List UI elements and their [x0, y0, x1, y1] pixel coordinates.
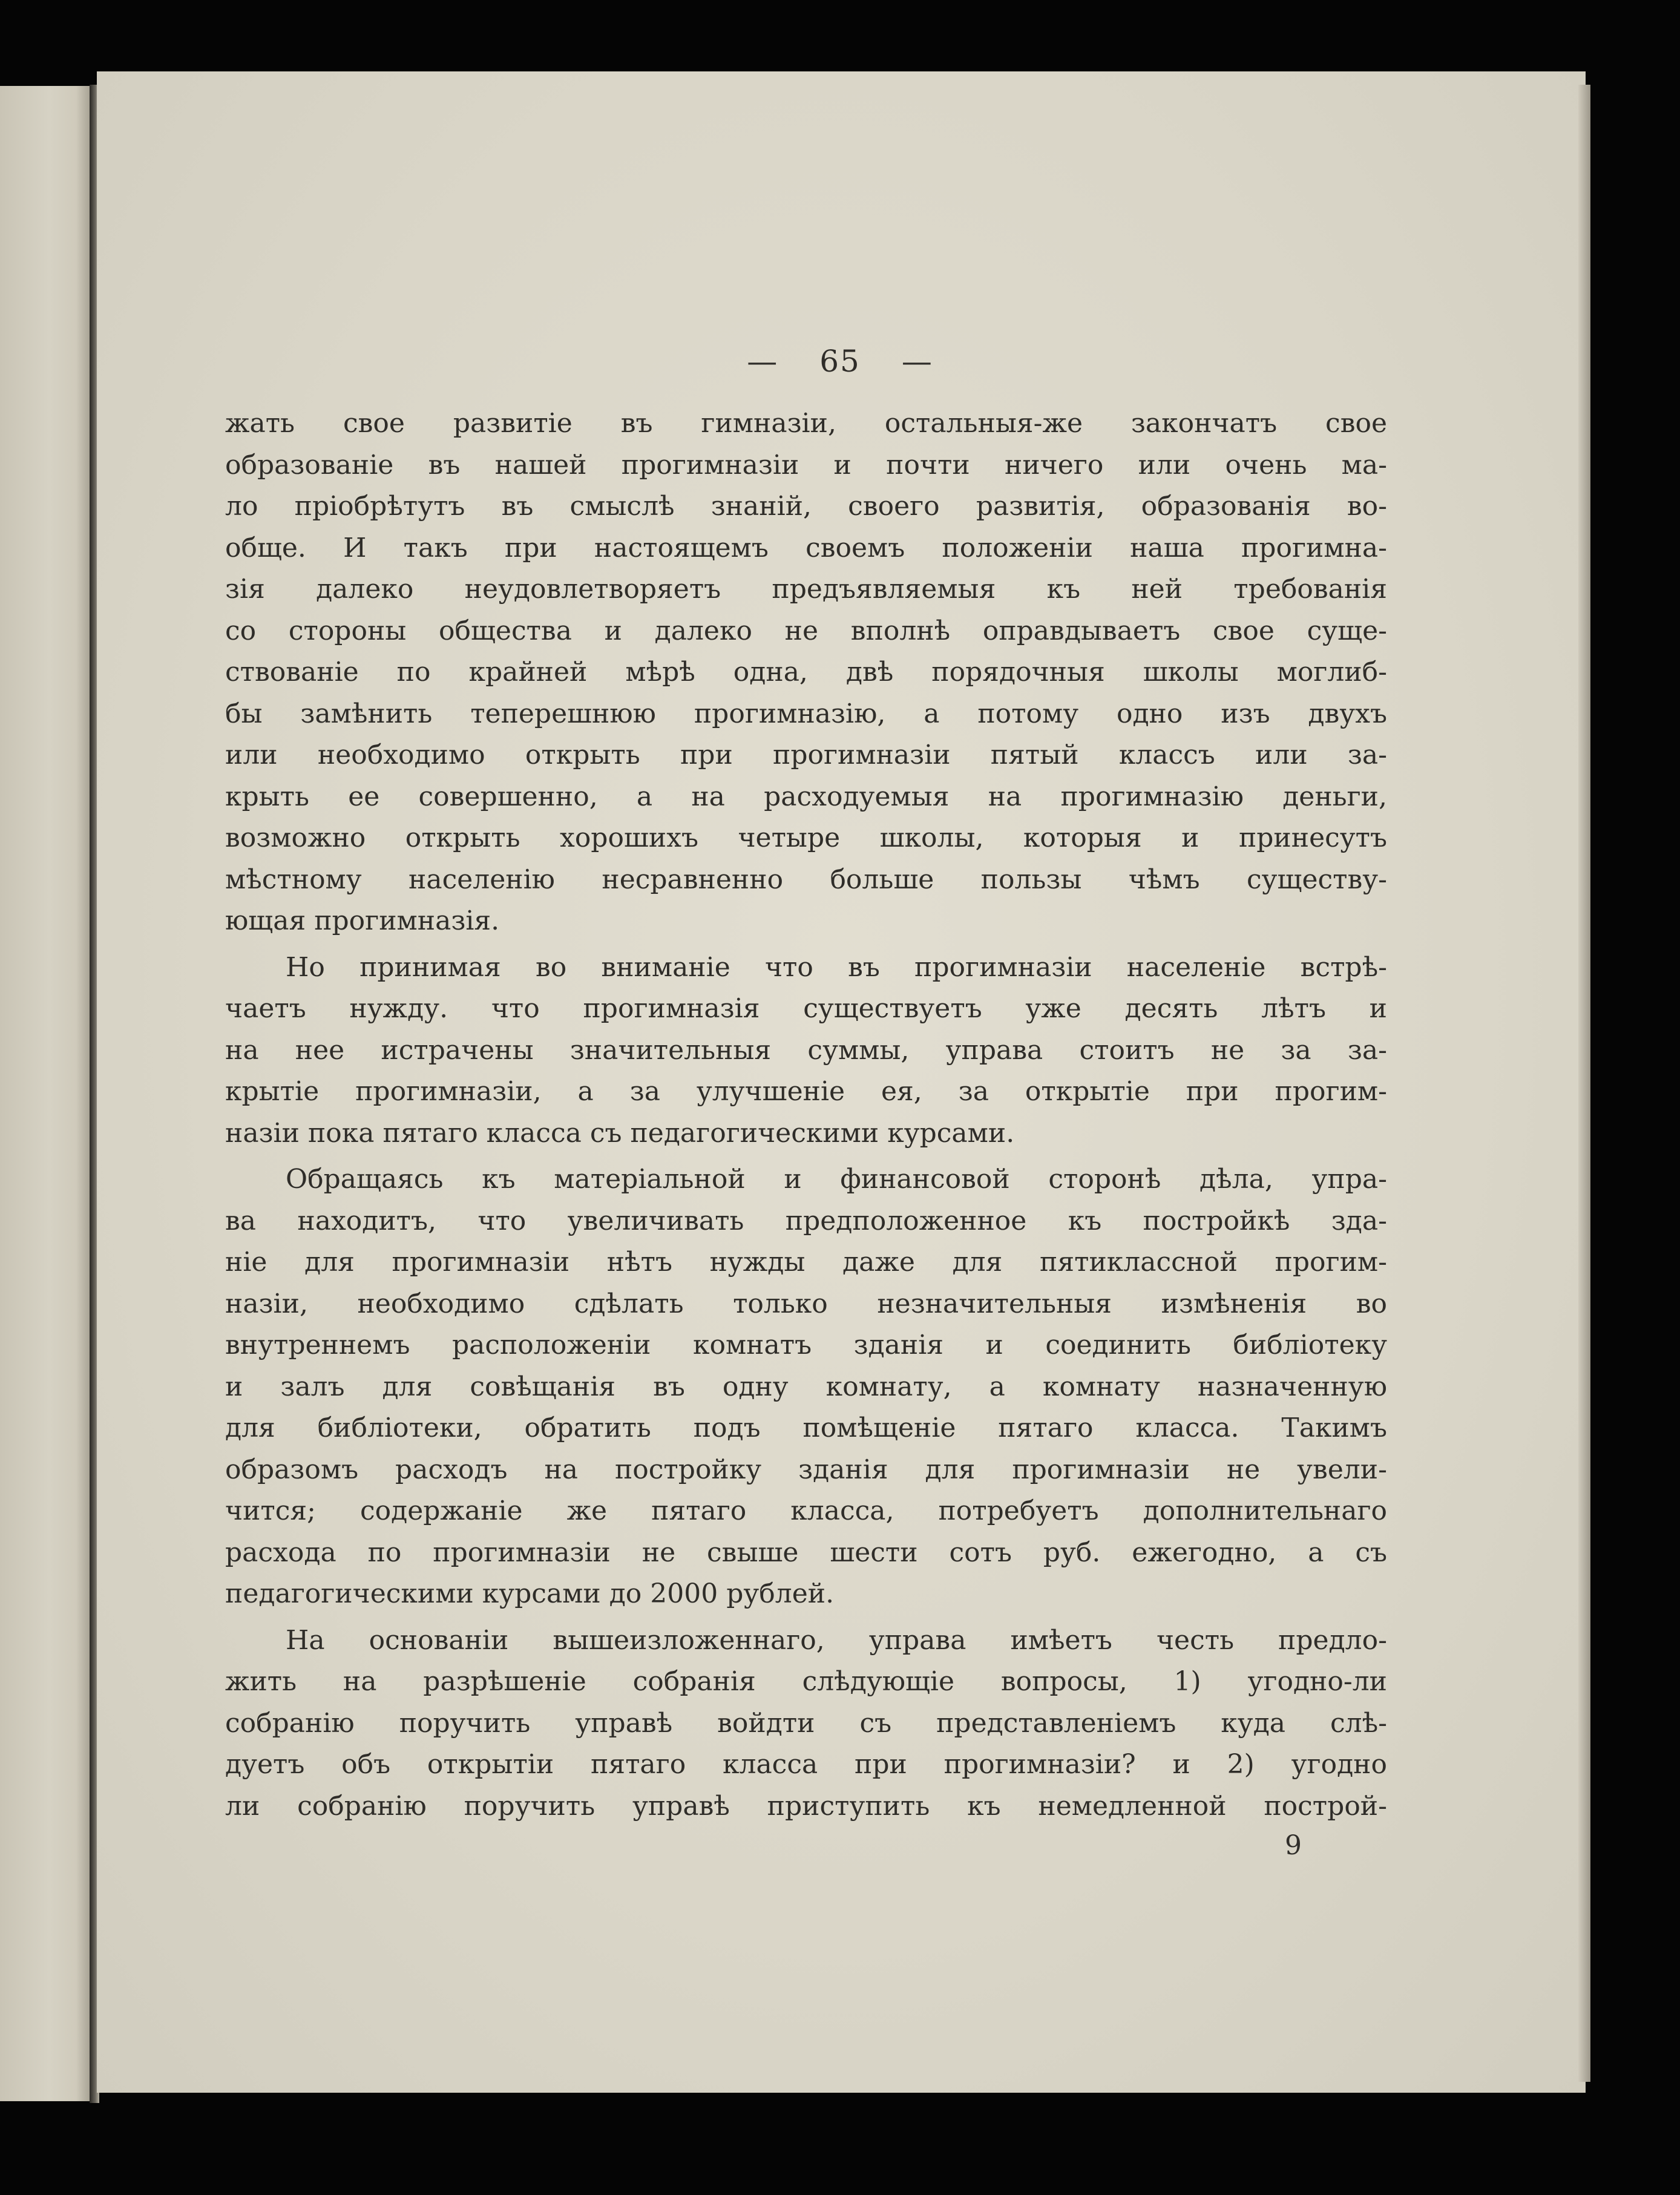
text-line: ющая прогимназія.	[225, 905, 500, 936]
text-line: педагогическими курсами до 2000 рублей.	[225, 1578, 835, 1609]
signature-mark: 9	[1285, 1830, 1302, 1861]
text-line: чится; содержаніе же пятаго класса, потребуетъ дополнительнаго	[225, 1495, 1387, 1526]
right-page-edge	[1578, 85, 1590, 2082]
text-line: ніе для прогимназіи нѣтъ нужды даже для пятиклассной прогим-	[225, 1247, 1387, 1278]
text-line: со стороны общества и далеко не вполнѣ оправдываетъ свое суще-	[225, 615, 1387, 646]
text-line: зія далеко неудовлетворяетъ предъявляемыя къ ней требованія	[225, 574, 1387, 605]
text-line: назіи, необходимо сдѣлать только незначительныя измѣненія во	[225, 1288, 1387, 1319]
page-number	[96, 344, 1584, 379]
text-line: жать свое развитіе въ гимназіи, остальныя-же закончатъ свое	[225, 408, 1387, 439]
text-line: Но принимая во вниманіе что въ прогимназіи населеніе встрѣ-	[286, 951, 1387, 983]
left-page-edge	[0, 86, 90, 2101]
text-line: жить на разрѣшеніе собранія слѣдующіе вопросы, 1) угодно-ли	[225, 1666, 1387, 1697]
text-line: или необходимо открыть при прогимназіи пятый классъ или за-	[225, 740, 1387, 770]
text-line: Обращаясь къ матеріальной и финансовой сторонѣ дѣла, упра-	[286, 1164, 1387, 1195]
paragraph	[225, 1620, 1387, 1828]
text-line: ли собранію поручить управѣ приступить къ немедленной построй-	[225, 1790, 1387, 1822]
body-text	[225, 403, 1387, 1827]
text-line: назіи пока пятаго класса съ педагогическими курсами.	[225, 1117, 1015, 1149]
text-line: чаетъ нужду. что прогимназія существуетъ уже десять лѣтъ и	[225, 993, 1387, 1024]
text-line: ва находитъ, что увеличивать предположенное къ постройкѣ зда-	[225, 1205, 1387, 1236]
text-line: бы замѣнить теперешнюю прогимназію, а потому одно изъ двухъ	[225, 698, 1387, 729]
text-line: для библіотеки, обратить подъ помѣщеніе пятаго класса. Такимъ	[225, 1412, 1387, 1443]
text-line: крытіе прогимназіи, а за улучшеніе ея, за открытіе при прогим-	[225, 1076, 1387, 1107]
text-line: крыть ее совершенно, а на расходуемыя на прогимназію деньги,	[225, 781, 1387, 812]
page-number-dash-left: —	[747, 344, 779, 379]
text-line: возможно открыть хорошихъ четыре школы, которыя и принесутъ	[225, 822, 1387, 853]
text-line: расхода по прогимназіи не свыше шести сотъ руб. ежегодно, а съ	[225, 1537, 1387, 1568]
book-page	[97, 71, 1586, 2093]
text-line: собранію поручить управѣ войдти съ представленіемъ куда слѣ-	[225, 1707, 1387, 1739]
paragraph	[225, 1159, 1387, 1615]
text-line: мѣстному населенію несравненно больше пользы чѣмъ существу-	[225, 864, 1387, 895]
text-line: обще. И такъ при настоящемъ своемъ положеніи наша прогимна-	[225, 532, 1387, 563]
paragraph	[225, 947, 1387, 1155]
text-line: На основаніи вышеизложеннаго, управа имѣетъ честь предло-	[286, 1624, 1387, 1656]
paragraph	[225, 403, 1387, 942]
text-line: ло пріобрѣтутъ въ смыслѣ знаній, своего развитія, образованія во-	[225, 491, 1387, 522]
text-line: внутреннемъ расположеніи комнатъ зданія и соединить библіотеку	[225, 1330, 1387, 1360]
text-line: на нее истрачены значительныя суммы, управа стоитъ не за за-	[225, 1034, 1387, 1066]
page-number-dash-right: —	[901, 344, 933, 379]
text-line: дуетъ объ открытіи пятаго класса при прогимназіи? и 2) угодно	[225, 1749, 1387, 1780]
text-line: образомъ расходъ на постройку зданія для прогимназіи не увели-	[225, 1454, 1387, 1485]
text-line: и залъ для совѣщанія въ одну комнату, а комнату назначенную	[225, 1371, 1387, 1402]
page-number-value: 65	[819, 344, 861, 379]
text-line: ствованіе по крайней мѣрѣ одна, двѣ порядочныя школы моглиб-	[225, 657, 1387, 687]
text-line: образованіе въ нашей прогимназіи и почти ничего или очень ма-	[225, 449, 1387, 481]
